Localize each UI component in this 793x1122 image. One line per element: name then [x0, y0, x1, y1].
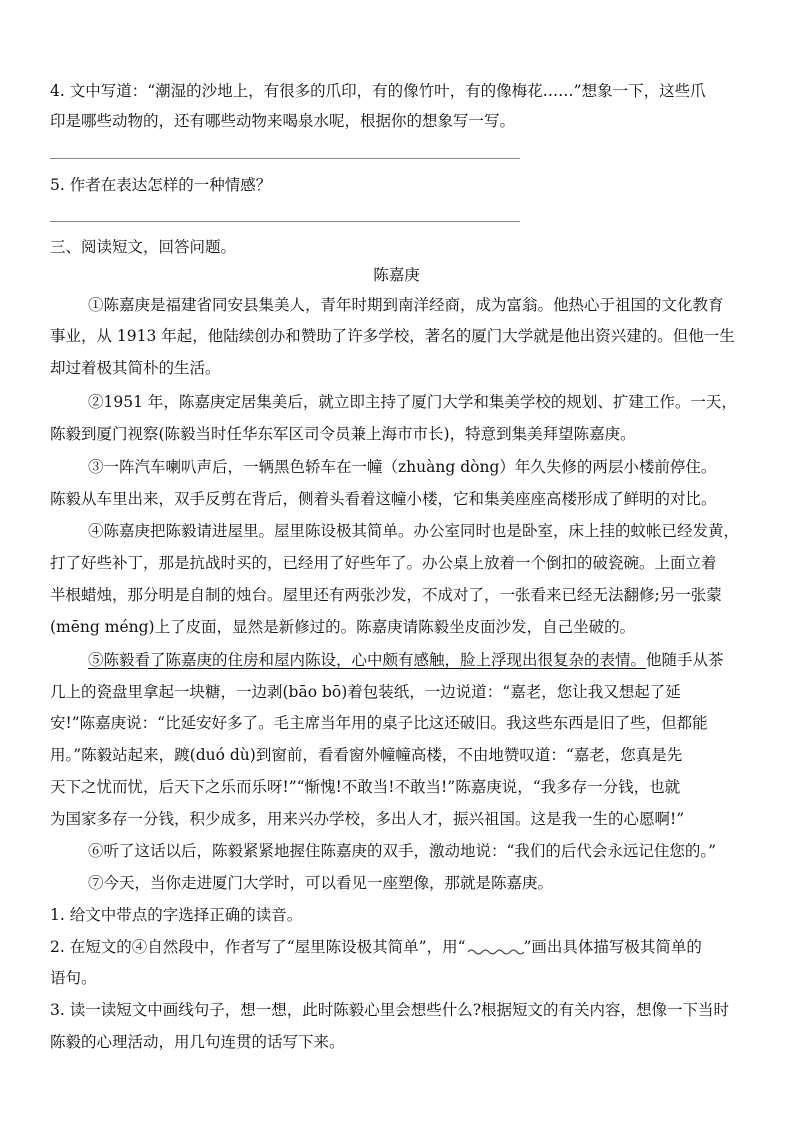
passage-title: 陈嘉庚 — [373, 266, 420, 284]
q5-answer-line[interactable] — [50, 221, 520, 222]
p6-line: ⑥听了这话以后，陈毅紧紧地握住陈嘉庚的双手，激动地说：“我们的后代会永远记住您的。” — [88, 842, 717, 860]
question-2-line-1 — [50, 936, 702, 958]
p5-line-5: 天下之忧而忧，后天下之乐而乐呀!”“惭愧!不敢当!不敢当!”陈嘉庚说，“我多存一分钱，也就 — [50, 778, 681, 796]
p5-line-6: 为国家多存一分钱，积少成多，用来兴办学校，多出人才，振兴祖国。这是我一生的心愿啊!” — [50, 810, 685, 828]
p5-line-1 — [88, 649, 724, 671]
p7-line: ⑦今天，当你走进厦门大学时，可以看见一座塑像，那就是陈嘉庚。 — [88, 874, 554, 892]
p4-line-1: ④陈嘉庚把陈毅请进屋里。屋里陈设极其简单。办公室同时也是卧室，床上挂的蚊帐已经发黄， — [88, 522, 740, 540]
p3-line-2: 陈毅从车里出来，双手反剪在背后，侧着头看着这幢小楼，它和集美座座高楼形成了鲜明的对比。 — [50, 490, 717, 508]
p5-line-3: 安!”陈嘉庚说：“比延安好多了。毛主席当年用的桌子比这还破旧。我这些东西是旧了些，但都能 — [50, 714, 708, 732]
q5-question: 5. 作者在表达怎样的一种情感？ — [50, 176, 272, 194]
section-heading: 三、阅读短文，回答问题。 — [50, 238, 237, 256]
p1-line-1: ①陈嘉庚是福建省同安县集美人，青年时期到南洋经商，成为富翁。他热心于祖国的文化教育 — [88, 296, 724, 314]
p2-line-2: 陈毅到厦门视察(陈毅当时任华东军区司令员兼上海市市长)，特意到集美拜望陈嘉庚。 — [50, 425, 636, 443]
q4-line-2: 印是哪些动物的，还有哪些动物来喝泉水呢，根据你的想象写一写。 — [50, 112, 516, 130]
p4-line-3: 半根蜡烛，那分明是自制的烛台。屋里还有两张沙发，不成对了，一张看来已经无法翻修;另一张蒙 — [50, 586, 722, 604]
wavy-line-icon — [466, 940, 524, 956]
question-3-line-1: 3. 读一读短文中画线句子，想一想，此时陈毅心里会想些什么?根据短文的有关内容，想像一下当时 — [50, 1001, 730, 1019]
p3-line-1: ③一阵汽车喇叭声后，一辆黑色轿车在一幢（zhuàng dòng）年久失修的两层小楼前停住。 — [88, 458, 717, 476]
p4-line-4: (mēng méng)上了皮面，显然是新修过的。陈嘉庚请陈毅坐皮面沙发，自己坐破的。 — [50, 618, 636, 636]
p4-line-2: 打了好些补丁，那是抗战时买的，已经用了好些年了。办公桌上放着一个倒扣的破瓷碗。上面立着 — [50, 554, 717, 572]
question-1: 1. 给文中带点的字选择正确的读音。 — [50, 906, 303, 924]
question-2-part-2: ”画出具体描写极其简单的 — [523, 938, 702, 956]
q4-line-1: 4. 文中写道：“潮湿的沙地上，有很多的爪印，有的像竹叶，有的像梅花……”想象一下，这些爪 — [50, 82, 706, 100]
p1-line-2: 事业，从 1913 年起，他陆续创办和赞助了许多学校，著名的厦门大学就是他出资兴建的。但他一生 — [50, 327, 735, 345]
p5-line-1-rest: 他随手从茶 — [646, 651, 724, 669]
q4-answer-line[interactable] — [50, 158, 520, 159]
p5-line-4: 用。”陈毅站起来，踱(duó dù)到窗前，看看窗外幢幢高楼，不由地赞叹道：“嘉老，您真是先 — [50, 746, 683, 764]
question-2-part-1: 2. 在短文的④自然段中，作者写了“屋里陈设极其简单”，用“ — [50, 938, 466, 956]
p2-line-1: ②1951 年，陈嘉庚定居集美后，就立即主持了厦门大学和集美学校的规划、扩建工作。一天， — [88, 393, 737, 411]
underlined-sentence: ⑤陈毅看了陈嘉庚的住房和屋内陈设，心中颇有感触，脸上浮现出很复杂的表情。 — [88, 651, 647, 669]
question-3-line-2: 陈毅的心理活动，用几句连贯的话写下来。 — [50, 1033, 345, 1051]
p1-line-3: 却过着极其简朴的生活。 — [50, 359, 221, 377]
p5-line-2: 几上的瓷盘里拿起一块糖，一边剥(bāo bō)着包装纸，一边说道：“嘉老，您让我又想起了延 — [50, 683, 681, 701]
question-2-line-2: 语句。 — [50, 969, 97, 987]
